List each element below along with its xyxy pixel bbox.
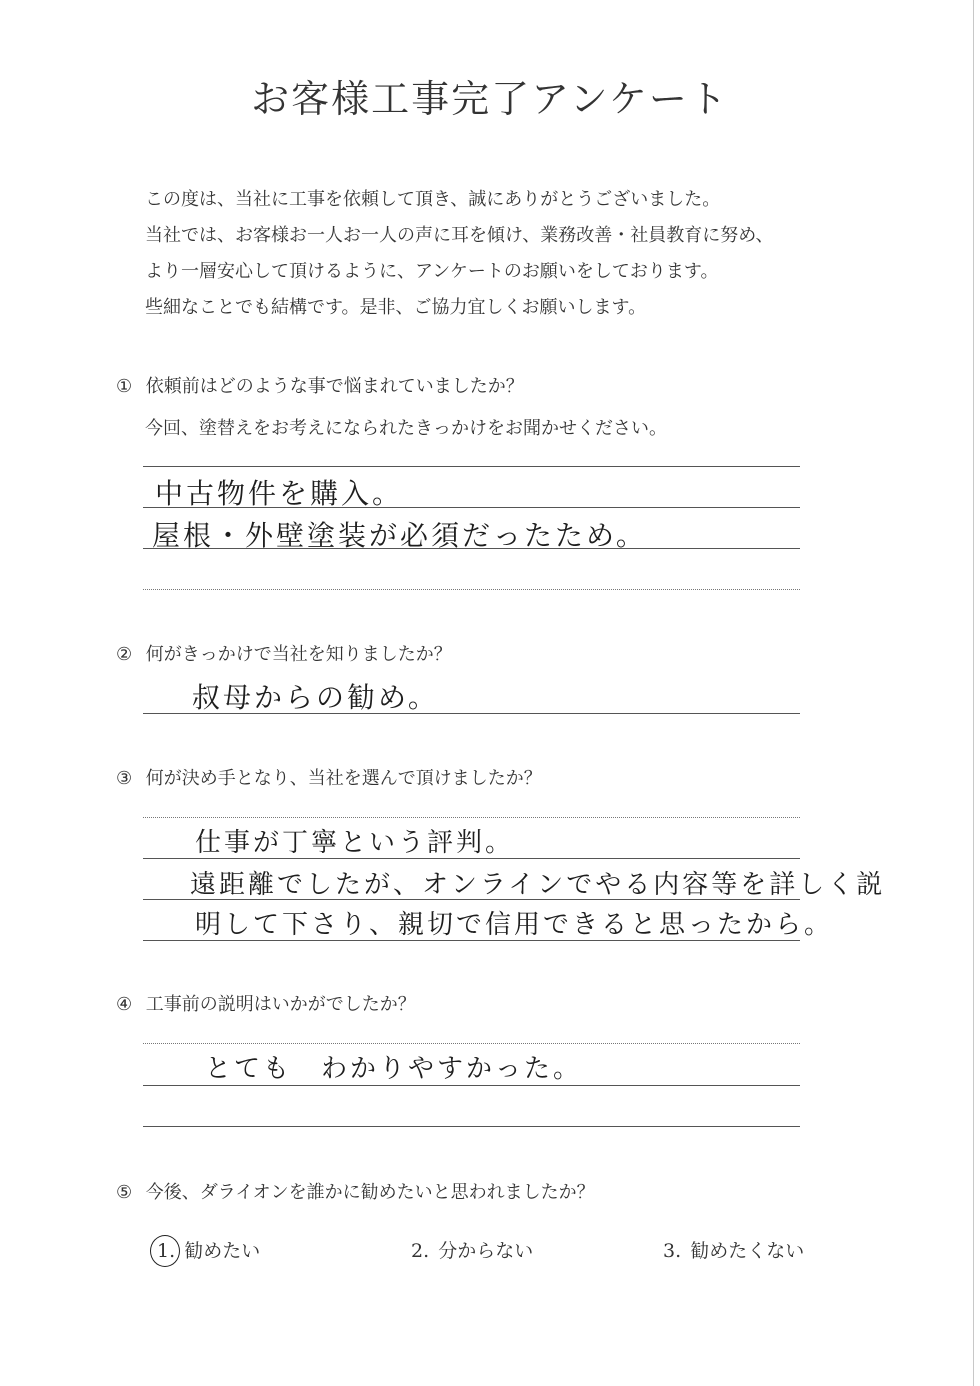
handwritten-answer: 仕事が丁寧という評判。 xyxy=(195,828,515,858)
question-number: ③ xyxy=(116,768,133,789)
page-edge xyxy=(973,0,974,1386)
handwritten-answer: とても わかりやすかった。 xyxy=(205,1054,583,1084)
answer-rule xyxy=(143,940,800,941)
option-label: 分からない xyxy=(438,1240,534,1262)
option-label: 勧めたい xyxy=(184,1240,261,1262)
option-label: 勧めたくない xyxy=(690,1240,805,1262)
answer-rule xyxy=(143,507,800,508)
question-3 xyxy=(116,764,542,790)
question-text: 何が決め手となり、当社を選んで頂けましたか？ xyxy=(145,768,542,789)
question-text: 何がきっかけで当社を知りましたか？ xyxy=(145,644,452,665)
answer-rule xyxy=(143,899,800,900)
question-subtext: 今回、塗替えをお考えになられたきっかけをお聞かせください。 xyxy=(145,418,667,439)
question-text: 今後、ダライオンを誰かに勧めたいと思われましたか？ xyxy=(145,1182,595,1203)
handwritten-answer: 叔母からの勧め。 xyxy=(192,681,439,714)
answer-rule xyxy=(143,1085,800,1086)
option-recommend xyxy=(154,1236,260,1263)
option-not-recommend xyxy=(660,1236,804,1263)
answer-rule xyxy=(143,817,800,818)
selected-circle-mark xyxy=(150,1235,180,1267)
option-unsure xyxy=(408,1236,533,1263)
question-text: 工事前の説明はいかがでしたか？ xyxy=(145,994,416,1015)
answer-rule xyxy=(143,466,800,467)
question-5 xyxy=(116,1178,595,1204)
option-number: 3. xyxy=(663,1240,682,1262)
intro-line: この度は、当社に工事を依頼して頂き、誠にありがとうございました。 xyxy=(145,189,721,210)
question-2 xyxy=(116,640,452,666)
intro-line: 些細なことでも結構です。是非、ご協力宜しくお願いします。 xyxy=(145,297,647,318)
question-text: 依頼前はどのような事で悩まれていましたか？ xyxy=(145,376,524,397)
question-number: ④ xyxy=(116,994,133,1015)
answer-rule xyxy=(143,1126,800,1127)
answer-rule xyxy=(143,858,800,859)
answer-rule xyxy=(143,548,800,549)
question-number: ① xyxy=(116,376,133,397)
option-number xyxy=(154,1240,178,1262)
handwritten-answer: 屋根・外壁塗装が必須だったため。 xyxy=(152,519,647,552)
handwritten-answer: 中古物件を購入。 xyxy=(155,477,404,510)
page-title: お客様工事完了アンケート xyxy=(251,77,729,121)
handwritten-answer: 遠距離でしたが、オンラインでやる内容等を詳しく説 xyxy=(190,870,886,900)
question-1 xyxy=(116,372,524,398)
intro-paragraph xyxy=(145,182,865,326)
question-4 xyxy=(116,990,416,1016)
intro-line: 当社では、お客様お一人お一人の声に耳を傾け、業務改善・社員教育に努め、 xyxy=(145,225,774,246)
handwritten-answer: 明して下さり、親切で信用できると思ったから。 xyxy=(195,910,834,940)
option-number-text: 1. xyxy=(157,1240,176,1262)
answer-rule xyxy=(143,713,800,714)
question-number: ② xyxy=(116,644,133,665)
intro-line: より一層安心して頂けるように、アンケートのお願いをしております。 xyxy=(145,261,719,282)
option-number: 2. xyxy=(411,1240,430,1262)
answer-rule xyxy=(143,1043,800,1044)
answer-rule xyxy=(143,589,800,590)
question-number: ⑤ xyxy=(116,1182,133,1203)
